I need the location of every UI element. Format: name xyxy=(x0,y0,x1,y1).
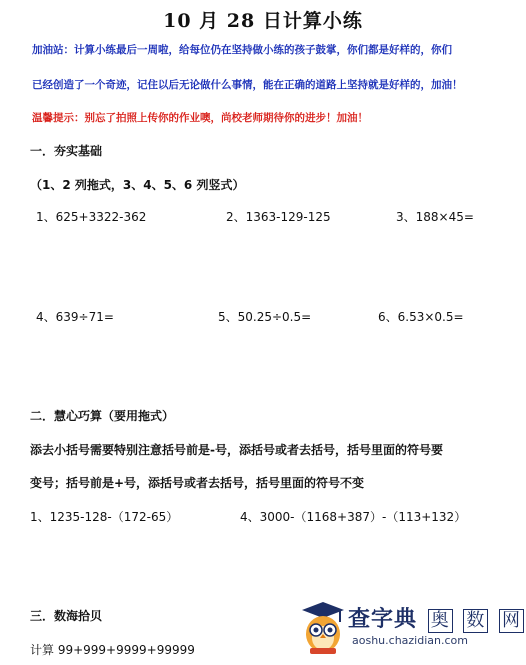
problem-2: 2、1363-129-125 xyxy=(226,210,331,224)
reminder-note: 温馨提示：别忘了拍照上传你的作业噢，尚校老师期待你的进步！加油！ xyxy=(32,112,368,124)
section1-instruction: （1、2 列拖式，3、4、5、6 列竖式） xyxy=(30,178,245,192)
section3-heading: 三．数海拾贝 xyxy=(30,609,103,623)
watermark-box-2: 数 xyxy=(463,609,488,633)
watermark-url: aoshu.chazidian.com xyxy=(352,634,468,647)
watermark-box-3: 网 xyxy=(499,609,524,633)
watermark-brand-name: 查字典 xyxy=(348,607,418,632)
problem-3: 3、188×45= xyxy=(396,210,474,224)
encourage-note-line1: 加油站：计算小练最后一周啦，给每位仍在坚持做小练的孩子鼓掌，你们都是好样的，你们 xyxy=(32,44,452,56)
site-watermark xyxy=(300,600,522,658)
problem-1: 1、625+3322-362 xyxy=(36,210,147,224)
section3-problem: 计算 99+999+9999+99999 xyxy=(30,643,195,657)
problem-6: 6、6.53×0.5= xyxy=(378,310,464,324)
section2-rule-line1: 添去小括号需要特别注意括号前是-号，添括号或者去括号，括号里面的符号要 xyxy=(30,443,443,457)
page-title: 10 月 28 日计算小练 xyxy=(163,10,363,32)
section2-problem-4: 4、3000-（1168+387）-（113+132） xyxy=(240,510,467,524)
owl-mascot-icon xyxy=(300,600,346,656)
problem-4: 4、639÷71= xyxy=(36,310,114,324)
section2-heading: 二．慧心巧算（要用拖式） xyxy=(30,409,175,423)
problem-5: 5、50.25÷0.5= xyxy=(218,310,312,324)
encourage-note-line2: 已经创造了一个奇迹，记住以后无论做什么事情，能在正确的道路上坚持就是好样的，加油！ xyxy=(32,79,463,91)
watermark-box-1: 奥 xyxy=(428,609,453,633)
section2-problem-1: 1、1235-128-（172-65） xyxy=(30,510,179,524)
section2-rule-line2: 变号；括号前是+号，添括号或者去括号，括号里面的符号不变 xyxy=(30,476,365,490)
watermark-brand xyxy=(348,602,524,633)
section1-heading: 一．夯实基础 xyxy=(30,144,103,158)
